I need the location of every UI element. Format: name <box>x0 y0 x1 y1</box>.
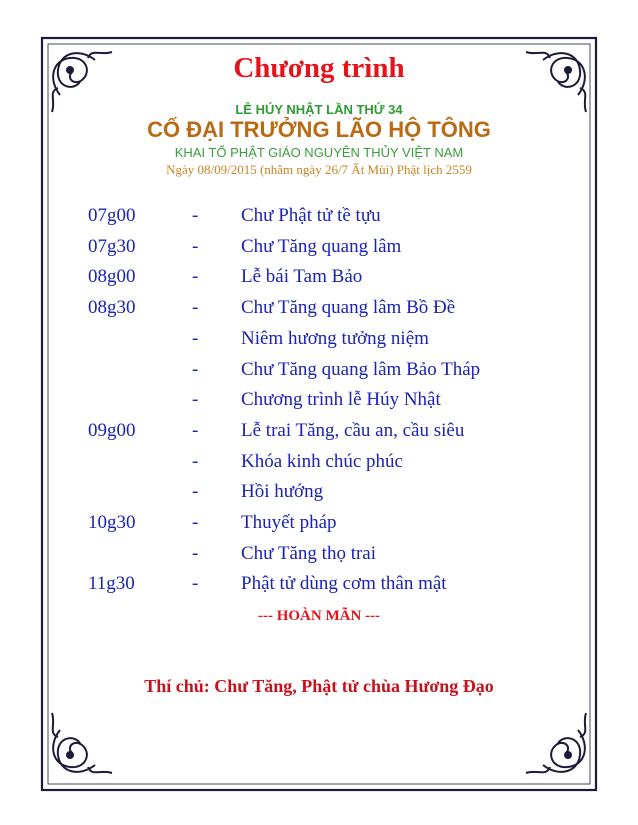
schedule-row <box>0 266 638 296</box>
honoree-name: CỐ ĐẠI TRƯỞNG LÃO HỘ TÔNG <box>147 117 491 142</box>
schedule-dash: - <box>192 389 199 411</box>
schedule-activity: Lễ trai Tăng, cầu an, cầu siêu <box>241 419 465 441</box>
schedule-row <box>0 359 638 389</box>
honoree-role: KHAI TỔ PHẬT GIÁO NGUYÊN THỦY VIỆT NAM <box>174 145 464 160</box>
schedule-dash: - <box>192 297 199 319</box>
schedule-dash: - <box>192 573 199 595</box>
schedule-dash: - <box>192 205 199 226</box>
schedule-row <box>0 328 638 358</box>
schedule-time: 09g00 <box>88 419 136 441</box>
schedule-time: 11g30 <box>88 573 135 595</box>
schedule-row <box>0 420 638 450</box>
schedule-row <box>0 543 638 573</box>
schedule-dash: - <box>192 512 199 533</box>
schedule-activity: Chư Tăng thọ trai <box>241 542 377 564</box>
schedule-time: 07g30 <box>88 235 136 257</box>
schedule-row <box>0 512 638 542</box>
host-line: Thí chủ: Chư Tăng, Phật tử chùa Hương Đạo <box>144 676 494 696</box>
schedule-dash: - <box>192 235 199 257</box>
schedule-dash: - <box>192 327 199 349</box>
schedule-time: 08g00 <box>88 266 136 288</box>
schedule-time: 08g30 <box>88 297 136 319</box>
schedule-time: 07g00 <box>88 205 136 226</box>
schedule-activity: Chư Tăng quang lâm Bảo Tháp <box>241 358 481 380</box>
date-line: Ngày 08/09/2015 (nhằm ngày 26/7 Ất Mùi) Phật lịch 2559 <box>166 162 472 177</box>
schedule-row <box>0 451 638 481</box>
schedule-row <box>0 236 638 266</box>
schedule-activity: Hồi hướng <box>241 481 324 503</box>
schedule-activity: Lễ bái Tam Bảo <box>241 266 363 288</box>
schedule-activity: Khóa kinh chúc phúc <box>241 450 403 472</box>
schedule-dash: - <box>192 481 199 503</box>
page-title: Chương trình <box>233 52 405 84</box>
schedule-dash: - <box>192 542 199 564</box>
schedule-time: 10g30 <box>88 512 136 533</box>
schedule-row <box>0 297 638 327</box>
schedule-activity: Chương trình lễ Húy Nhật <box>241 389 441 411</box>
closing-text: --- HOÀN MÃN --- <box>257 608 381 624</box>
schedule-row <box>0 389 638 419</box>
schedule-dash: - <box>192 358 199 380</box>
schedule-activity: Chư Tăng quang lâm <box>241 235 402 257</box>
schedule-row <box>0 573 638 603</box>
schedule-dash: - <box>192 450 199 472</box>
schedule-activity: Phật tử dùng cơm thân mật <box>241 573 447 595</box>
schedule-row <box>0 481 638 511</box>
schedule-activity: Niêm hương tưởng niệm <box>241 327 429 349</box>
schedule-activity: Chư Phật tử tề tựu <box>241 205 381 226</box>
ceremony-subtitle: LỄ HÚY NHẬT LẦN THỨ 34 <box>235 102 403 117</box>
schedule-activity: Chư Tăng quang lâm Bồ Đề <box>241 297 456 319</box>
schedule-dash: - <box>192 419 199 441</box>
schedule-row <box>0 205 638 235</box>
schedule-activity: Thuyết pháp <box>241 512 337 533</box>
schedule-dash: - <box>192 266 199 288</box>
